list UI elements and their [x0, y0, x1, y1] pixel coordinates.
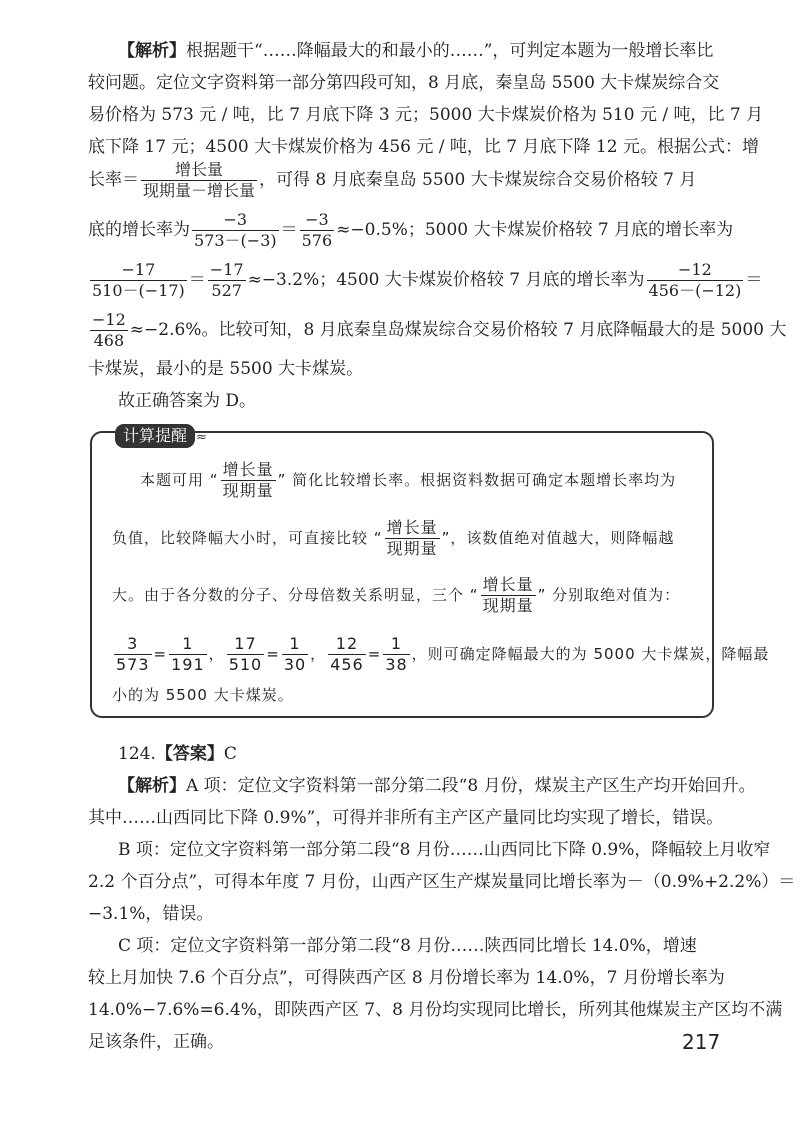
- fraction: $\frac{-12}{468}$: [92, 310, 126, 350]
- analysis-line-3: 易价格为 573 元 / 吨，比 7 月底下降 3 元；5000 大卡煤炭价格为 510 元 / 吨，比 7 月: [88, 105, 764, 125]
- q124-c-line-2: 较上月加快 7.6 个百分点”，可得陕西产区 8 月份增长率为 14.0%，7 月份增长率为: [88, 968, 725, 988]
- fraction: $\frac{17}{510}$: [228, 634, 263, 674]
- analysis-line-1: 【解析】根据题干“……降幅最大的和最小的……”，可判定本题为一般增长率比: [118, 41, 714, 61]
- formula-line-2: 底的增长率为 $\frac{-3}{573-(-3)}$ ＝ $\frac{-3}{576}$ ≈−0.5%；5000 大卡煤炭价格较 7 月底的增长率为: [88, 210, 734, 250]
- fraction: $\frac{1}{191}$: [171, 634, 205, 674]
- fraction: $\frac{\text{增长量}}{\text{现期量}}$: [386, 518, 438, 558]
- fraction: $\frac{1}{30}$: [283, 634, 307, 674]
- fraction: $\frac{-12}{456-(-12)}$: [648, 260, 742, 300]
- fraction: $\frac{-17}{510-(-17)}$: [92, 260, 185, 300]
- q124-c-line-1: C 项：定位文字资料第一部分第二段“8 月份……陕西同比增长 14.0%，增速: [118, 936, 697, 956]
- tip-tag: 计算提醒: [115, 424, 195, 448]
- fraction: $\frac{-17}{527}$: [209, 260, 244, 300]
- tip-line-2: 负值，比较降幅大小时，可直接比较 “ $\frac{\text{增长量}}{\text{现期量}}$ ”，该数值绝对值越大，则降幅越: [112, 518, 675, 558]
- analysis-line-2: 较问题。定位文字资料第一部分第四段可知，8 月底，秦皇岛 5500 大卡煤炭综合交: [88, 73, 720, 93]
- fraction: $\frac{\text{增长量}}{\text{现期量}}$: [482, 575, 534, 615]
- analysis-line-after: 卡煤炭，最小的是 5500 大卡煤炭。: [88, 359, 364, 379]
- analysis-line-4: 底下降 17 元；4500 大卡煤炭价格为 456 元 / 吨，比 7 月底下降 12 元。根据公式：增: [88, 137, 759, 157]
- tip-line-5: 小的为 5500 大卡煤炭。: [112, 686, 294, 704]
- formula-line-4: $\frac{-12}{468}$ ≈−2.6%。比较可知，8 月底秦皇岛煤炭综合交易价格较 7 月底降幅最大的是 5000 大: [92, 310, 787, 350]
- fraction: $\frac{\text{增长量}}{\text{现期量}}$: [222, 460, 274, 500]
- q124-b-line-1: B 项：定位文字资料第一部分第二段“8 月份……山西同比下降 0.9%，降幅较上月收窄: [118, 840, 771, 860]
- q124-b-line-3: −3.1%，错误。: [88, 904, 214, 924]
- fraction: $\frac{-3}{576}$: [301, 210, 333, 250]
- q124-a-line-1: 【解析】A 项：定位文字资料第一部分第二段“8 月份，煤炭主产区生产均开始回升。: [118, 776, 756, 796]
- formula-growth-rate: 长率＝ $\frac{\text{增长量}}{\text{现期量－增长量}}$ ，可得 8 月底秦皇岛 5500 大卡煤炭综合交易价格较 7 月: [88, 160, 697, 200]
- tip-line-3: 大。由于各分数的分子、分母倍数关系明显，三个 “ $\frac{\text{增长量}}{\text{现期量}}$ ” 分别取绝对值为：: [112, 575, 681, 615]
- analysis-label: 【解析】: [118, 41, 186, 61]
- answer-line: 故正确答案为 D。: [118, 391, 257, 411]
- q124-b-line-2: 2.2 个百分点”，可得本年度 7 月份，山西产区生产煤炭量同比增长率为－（0.9%+2.2%）＝: [88, 872, 796, 892]
- tip-line-1: 本题可用 “ $\frac{\text{增长量}}{\text{现期量}}$ ” 简化比较增长率。根据资料数据可确定本题增长率均为: [140, 460, 677, 500]
- q124-c-line-4: 足该条件，正确。: [88, 1032, 224, 1052]
- fraction: $\frac{-3}{573-(-3)}$: [194, 210, 277, 250]
- tip-tag-decoration: ≈: [196, 430, 207, 445]
- fraction: $\frac{12}{456}$: [330, 634, 364, 674]
- q124-answer: 124.【答案】C: [118, 744, 237, 764]
- tip-line-4: $\frac{3}{573}$ = $\frac{1}{191}$ ， $\frac{17}{510}$ = $\frac{1}{30}$ ， $\frac{12}{456}$ = $\frac{1}{38}$ ，则可确定降幅最大的为 5000 大卡煤炭，降幅最: [116, 634, 770, 674]
- fraction: $\frac{\text{增长量}}{\text{现期量－增长量}}$: [143, 160, 256, 200]
- fraction: $\frac{3}{573}$: [116, 634, 150, 674]
- fraction: $\frac{1}{38}$: [385, 634, 408, 674]
- q124-c-line-3: 14.0%−7.6%=6.4%，即陕西产区 7、8 月份均实现同比增长，所列其他煤炭主产区均不满: [88, 1000, 783, 1020]
- page-number: 217: [682, 1030, 721, 1054]
- q124-a-line-2: 其中……山西同比下降 0.9%”，可得并非所有主产区产量同比均实现了增长，错误。: [88, 808, 724, 828]
- formula-line-3: $\frac{-17}{510-(-17)}$ ＝ $\frac{-17}{527}$ ≈−3.2%；4500 大卡煤炭价格较 7 月底的增长率为 $\frac{-12}{456-(-12)}$ ＝: [92, 260, 763, 300]
